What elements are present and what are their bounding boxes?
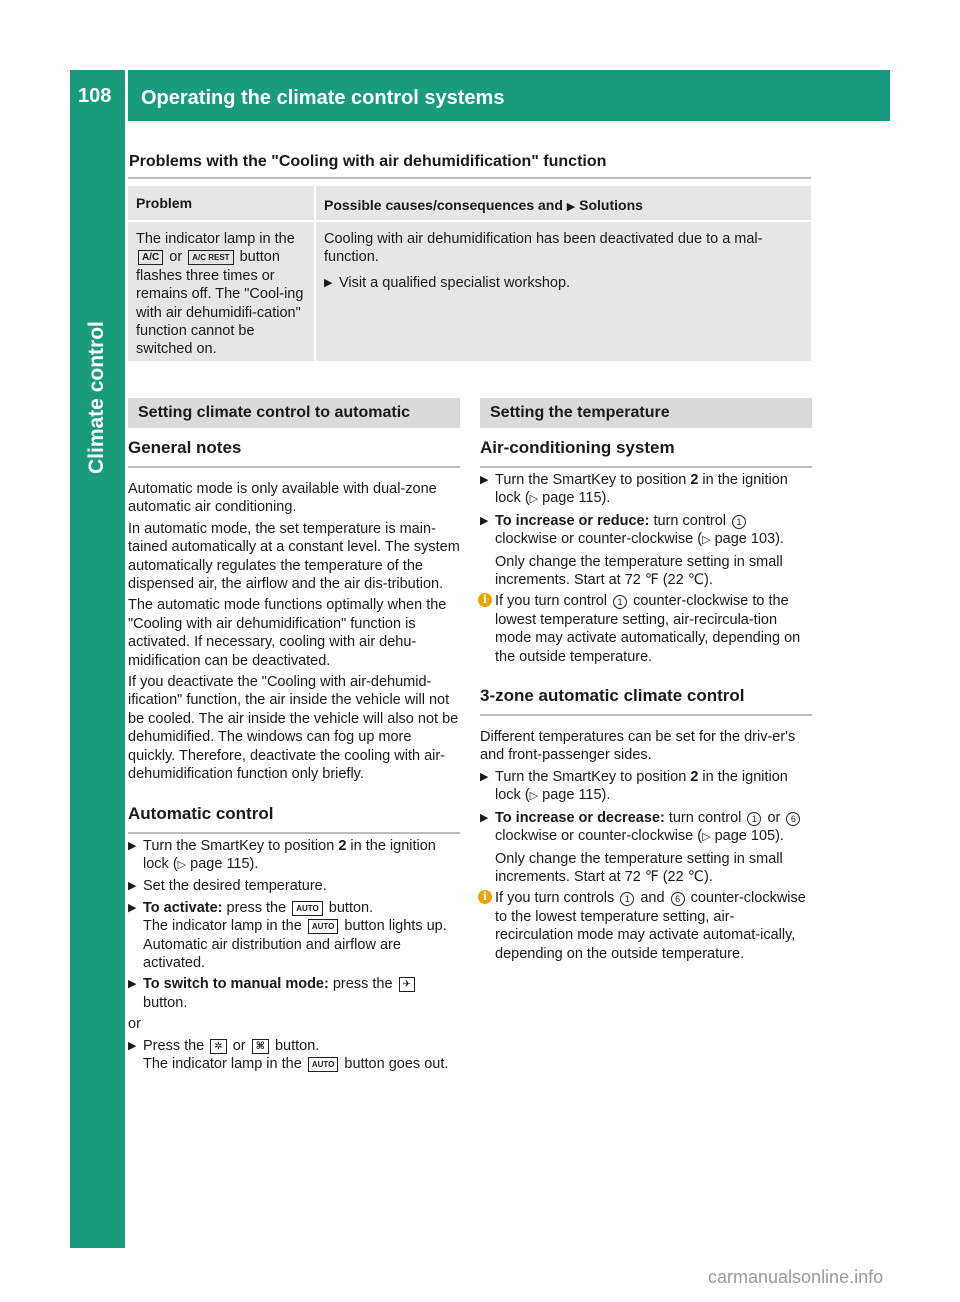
step-arrow-icon: ▶ (480, 770, 489, 783)
watermark: carmanualsonline.info (708, 1267, 884, 1287)
paragraph: Different temperatures can be set for the driv-er's and front-passenger sides. (480, 729, 796, 764)
step-arrow-icon: ▶ (128, 839, 137, 852)
fan-small-button-icon: ✲ (210, 1039, 226, 1054)
air-conditioning-heading: Air-conditioning system (480, 436, 812, 468)
table-header-problem: Problem (128, 186, 314, 220)
control-1-icon: 1 (747, 812, 761, 826)
step: ▶ Turn the SmartKey to position 2 in the ignition lock (▷ page 115). (480, 472, 788, 507)
control-1-icon: 1 (732, 515, 746, 529)
step: ▶ Press the ✲ or ⌘ button. The indicator lamp in the AUTO button goes out. (128, 1037, 449, 1072)
fan-large-button-icon: ⌘ (252, 1039, 269, 1054)
step-note: Only change the temperature setting in small increments. Start at 72 ℉ (22 ℃). (495, 553, 783, 589)
problem-text: The indicator lamp in the (136, 231, 295, 247)
solutions-header-text: Solutions (579, 197, 643, 213)
cause-text: Cooling with air dehumidification has been deactivated due to a mal-function. (324, 231, 763, 266)
control-1-icon: 1 (620, 892, 634, 906)
page-number: 108 (78, 85, 112, 107)
auto-button-icon: AUTO (292, 901, 323, 916)
control-1-icon: 1 (613, 595, 627, 609)
general-notes-heading: General notes (128, 436, 460, 468)
step: ▶ Turn the SmartKey to position 2 in the ignition lock (▷ page 115). (480, 768, 788, 804)
problems-title: Problems with the "Cooling with air dehumidification" function (129, 153, 607, 170)
control-6-icon: 6 (786, 812, 800, 826)
header-divider (125, 70, 128, 121)
page-ref-icon: ▷ (702, 534, 711, 547)
heading-automatic: Setting climate control to automatic (128, 398, 460, 428)
right-column (480, 398, 812, 963)
causes-header-text: Possible causes/consequences and (324, 197, 563, 213)
table-cell-problem (128, 222, 314, 361)
heading-temperature: Setting the temperature (480, 398, 812, 428)
page-ref-icon: ▷ (529, 790, 539, 803)
step-arrow-icon: ▶ (128, 978, 137, 991)
page-ref-icon: ▷ (702, 831, 711, 844)
info-note: i If you turn controls 1 and 6 counter-clockwise to the lowest temperature setting, air-recirculation mode may activate automat-ically, depending on the outside temperature. (480, 889, 812, 963)
solution-step (324, 274, 803, 292)
step: ▶ To increase or decrease: turn control 1 or 6 clockwise or counter-clockwise (▷ page 105). (480, 809, 812, 847)
step-note: Only change the temperature setting in small increments. Start at 72 ℉ (22 ℃). (495, 850, 783, 885)
left-column (128, 398, 460, 1073)
step-arrow-icon: ▶ (128, 880, 137, 893)
airflow-button-icon: ✈ (399, 977, 415, 992)
side-tab-label: Climate control (85, 321, 108, 474)
auto-button-icon: AUTO (308, 919, 339, 934)
paragraph: In automatic mode, the set temperature is main-tained automatically at a constant level. The system automatically regulates the temperature of the dispensed air, the airflow and the air dis-tribution. (128, 520, 460, 593)
ac-rest-button-icon: A/C REST (188, 250, 233, 265)
arrow-icon: ▶ (566, 201, 576, 213)
solution-text: Visit a qualified specialist workshop. (339, 274, 571, 291)
step-arrow-icon: ▶ (128, 1039, 137, 1052)
control-6-icon: 6 (671, 892, 685, 906)
auto-button-icon: AUTO (308, 1057, 339, 1072)
problem-or: or (169, 249, 183, 266)
step: ▶ To switch to manual mode: press the ✈ button. (128, 975, 460, 1012)
step: ▶ To increase or reduce: turn control 1 clockwise or counter-clockwise (▷ page 103). (480, 512, 784, 548)
table-cell-causes (316, 222, 811, 361)
step-arrow-icon: ▶ (128, 901, 137, 914)
section-title: Operating the climate control systems (141, 87, 505, 109)
info-note: i If you turn control 1 counter-clockwise to the lowest temperature setting, air-recircula-tion mode may activate automatically, depending on the outside temperature. (480, 592, 812, 666)
step: ▶ To activate: press the AUTO button. The indicator lamp in the AUTO button lights up. Automatic air distribution and airflow are activated. (128, 899, 447, 971)
paragraph: The automatic mode functions optimally when the "Cooling with air dehumidification" function is activated. If necessary, cooling with air dehu-midification can be deactivated. (128, 597, 447, 669)
step: ▶ Set the desired temperature. (128, 878, 327, 895)
step-arrow-icon: ▶ (480, 811, 489, 824)
step-arrow-icon: ▶ (324, 276, 333, 289)
page-ref-icon: ▷ (529, 493, 539, 506)
info-icon: i (478, 593, 492, 607)
step-arrow-icon: ▶ (480, 474, 489, 486)
title-rule (128, 177, 811, 179)
ac-button-icon: A/C (138, 250, 163, 265)
page-ref-icon: ▷ (177, 858, 187, 871)
paragraph: Automatic mode is only available with dual-zone automatic air conditioning. (128, 481, 437, 516)
table-header-causes (316, 186, 811, 220)
step-arrow-icon: ▶ (480, 514, 489, 527)
automatic-control-heading: Automatic control (128, 802, 460, 834)
or-text: or (128, 1016, 141, 1033)
paragraph: If you deactivate the "Cooling with air-dehumid-ification" function, the air inside the vehicle will not be cooled. The air inside the vehicle will also not be dehumidified. The windows can fog up more quickly. Therefore, deactivate the cooling with air-dehumidification function only briefly. (128, 674, 459, 783)
step: ▶ Turn the SmartKey to position 2 in the ignition lock (▷ page 115). (128, 837, 436, 872)
info-icon: i (478, 890, 492, 904)
three-zone-heading: 3-zone automatic climate control (480, 684, 812, 716)
problem-text-cont: button flashes three times or remains off. The "Cool-ing with air dehumidifi-cation" function cannot be switched on. (136, 249, 304, 358)
